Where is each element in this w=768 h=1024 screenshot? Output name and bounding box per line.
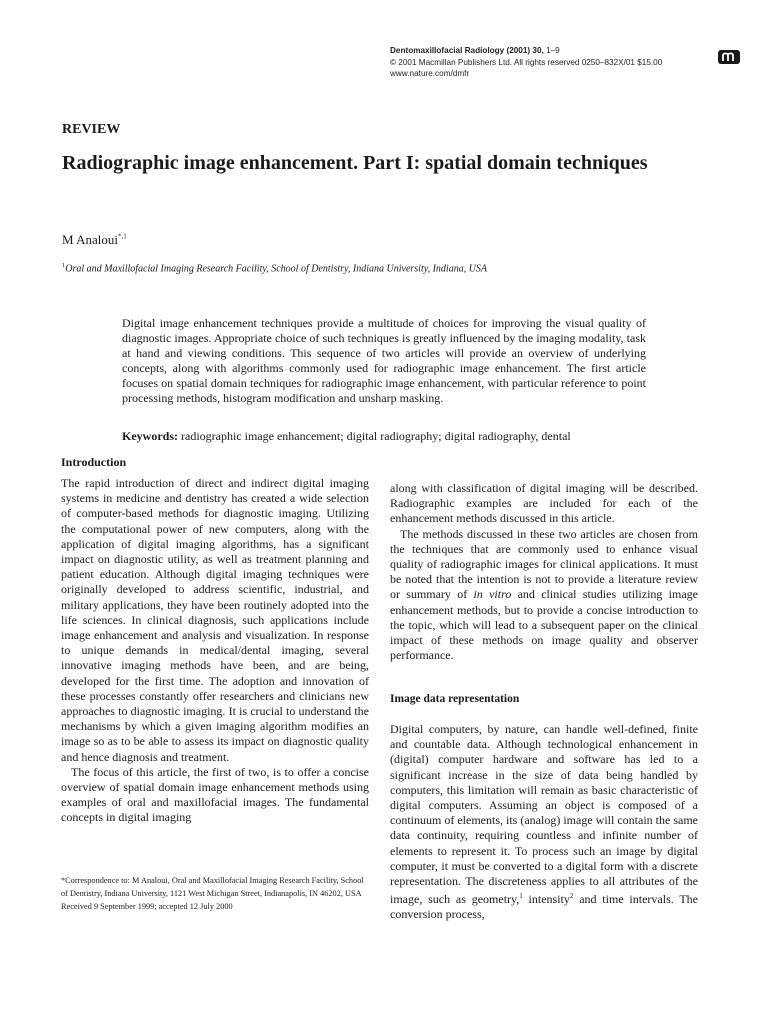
intro-paragraph-3 bbox=[390, 527, 698, 664]
journal-header bbox=[390, 45, 690, 80]
affiliation bbox=[62, 262, 702, 274]
footnote bbox=[61, 874, 371, 913]
author bbox=[62, 232, 127, 248]
article-title: Radiographic image enhancement. Part I: spatial domain techniques bbox=[62, 152, 648, 174]
introduction-heading: Introduction bbox=[61, 455, 127, 469]
keywords-label: Keywords: bbox=[122, 429, 178, 443]
image-data-text-c: and time intervals. The conversion process, bbox=[390, 892, 698, 922]
image-data-heading: Image data representation bbox=[390, 693, 520, 705]
keywords bbox=[122, 429, 682, 444]
image-data-text-b: intensity bbox=[522, 892, 570, 907]
journal-pages: 1–9 bbox=[543, 46, 560, 55]
intro-paragraph-2: The focus of this article, the first of two, is to offer a concise overview of spatial domain image enhancement methods using examples of oral and maxillofacial images. The fundamental concepts in digital imaging bbox=[61, 764, 369, 825]
intro-p3-text-b: and clinical studies utilizing image enhancement methods, but to provide a concise introduction to the topic, which will lead to a subsequent paper on the clinical impact of these methods on image quality and observer performance. bbox=[390, 587, 698, 663]
affiliation-text: Oral and Maxillofacial Imaging Research Facility, School of Dentistry, Indiana University, Indiana, USA bbox=[65, 263, 488, 275]
affiliation-superscript: 1 bbox=[62, 262, 66, 269]
intro-paragraph-1: The rapid introduction of direct and indirect digital imaging systems in medicine and dentistry has created a wide selection of computer-based methods for diagnostic imaging. Utilizing the computational power of new computers, along with the application of digital imaging algorithms, has a significant impact on diagnostic utility, as well as treatment planning and patient education. Although digital imaging techniques were originally developed to address scientific, industrial, and military applications, they have been routinely adopted into the life sciences. In clinical diagnosis, such applications include image enhancement and analysis and visualization. In response to unique demands in medical/dental imaging, several innovative imaging methods have been, and are being, developed for the first time. The adoption and innovation of these processes constantly offer researchers and clinicians new approaches to diagnostic imaging. It is crucial to understand the mechanisms by which a given imaging algorithm modifies an image so as to be able to assess its impact on diagnostic quality and hence diagnosis and treatment. bbox=[61, 476, 369, 764]
journal-name: Dentomaxillofacial Radiology (2001) 30, bbox=[390, 46, 544, 55]
section-label: REVIEW bbox=[62, 122, 121, 137]
keywords-text: radiographic image enhancement; digital radiography; digital radiography, dental bbox=[178, 429, 571, 443]
intro-p3-italic: in vitro bbox=[473, 587, 512, 602]
image-data-paragraph-1 bbox=[390, 722, 698, 923]
right-column bbox=[390, 481, 698, 663]
reference-1[interactable]: 1 bbox=[519, 892, 523, 901]
intro-paragraph-2-continued: along with classification of digital imaging will be described. Radiographic examples are included for each of the enhancement methods discussed in this article. bbox=[390, 481, 698, 526]
publisher-logo-icon bbox=[718, 50, 740, 64]
image-data-section bbox=[390, 722, 698, 923]
correspondence-note: *Correspondence to: M Analoui, Oral and Maxillofacial Imaging Research Facility, School of Dentistry, Indiana University, 1121 West Michigan Street, Indianapolis, IN 46202, USA bbox=[61, 876, 364, 898]
received-date: Received 9 September 1999; accepted 12 July 2000 bbox=[61, 902, 233, 911]
author-superscript: *,1 bbox=[117, 232, 127, 241]
journal-url[interactable]: www.nature.com/dmfr bbox=[390, 69, 470, 78]
copyright-line: © 2001 Macmillan Publishers Ltd. All rights reserved 0250–832X/01 $15.00 bbox=[390, 57, 663, 67]
intro-p3-text-a: The methods discussed in these two articles are chosen from the techniques that are commonly used to enhance visual quality of radiographic images for clinical applications. It must be noted that the intention is not to provide a literature review or summary of bbox=[390, 526, 698, 602]
journal-citation bbox=[390, 45, 690, 57]
abstract: Digital image enhancement techniques provide a multitude of choices for improving the visual quality of diagnostic images. Appropriate choice of such techniques is greatly influenced by the imaging modality, task at hand and viewing conditions. This sequence of two articles will provide an overview of underlying concepts, along with algorithms commonly used for radiographic image enhancement. The first article focuses on spatial domain techniques for radiographic image enhancement, with particular reference to point processing methods, histogram modification and unsharp masking. bbox=[122, 316, 646, 405]
image-data-text-a: Digital computers, by nature, can handle well-defined, finite and countable data. Although technological enhancement in (digital) computer hardware and software has led to a significant increase in the size of data being handled by computers, this limitation will remain as basic characteristic of digital computers. Assuming an object is composed of a continuum of elements, its (analog) image will contain the same data continuity, requiring countless and infinite number of elements to represent it. To process such an image by digital computer, it must be converted to a digital form with a discrete representation. The discreteness applies to all attributes of the image, such as geometry, bbox=[390, 722, 698, 907]
left-column bbox=[61, 476, 369, 826]
reference-2[interactable]: 2 bbox=[569, 892, 574, 901]
author-name: M Analoui bbox=[62, 232, 118, 247]
